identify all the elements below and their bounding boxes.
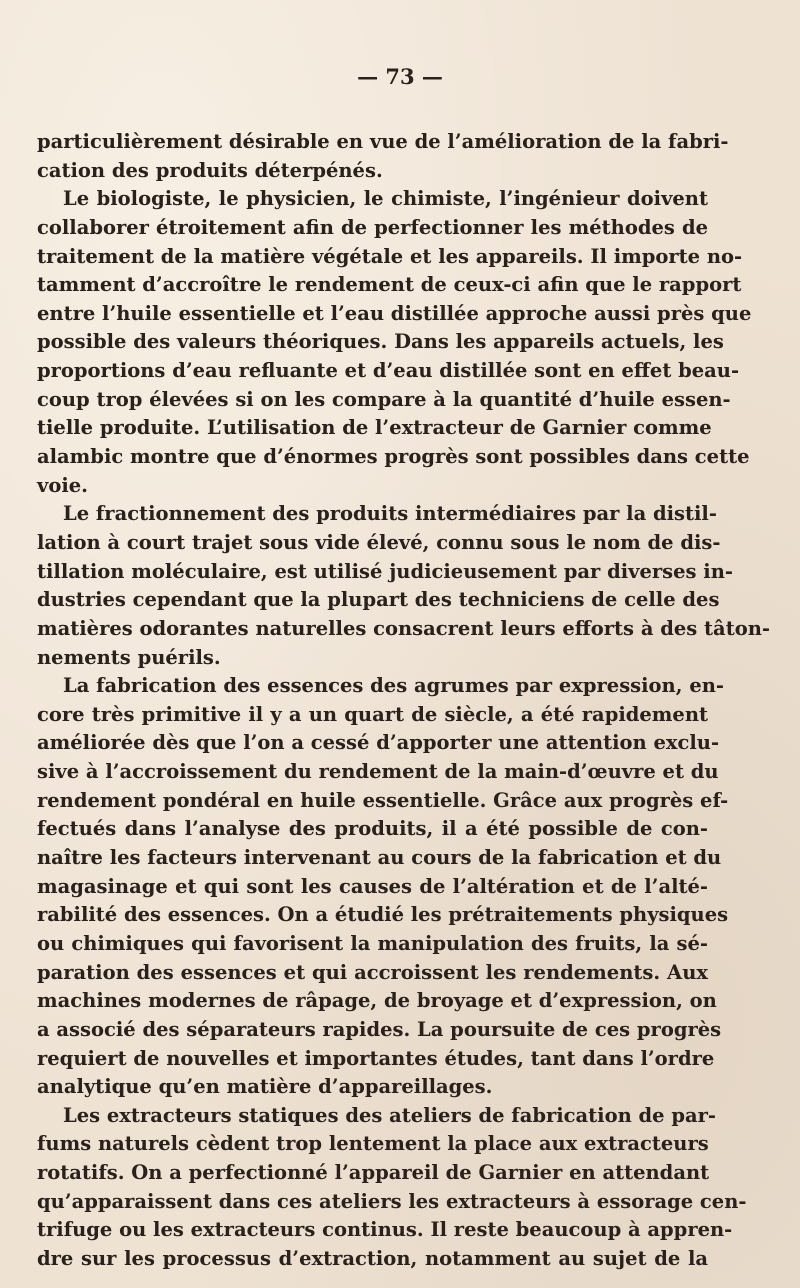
paragraph xyxy=(37,672,729,1102)
text-line: rendement pondéral en huile essentielle. Grâce aux progrès ef- xyxy=(37,788,729,812)
text-line: Le fractionnement des produits intermédiaires par la distil- xyxy=(63,502,717,526)
text-line: dre sur les processus d’extraction, notamment au sujet de la xyxy=(37,1246,708,1270)
text-line: sive à l’accroissement du rendement de la main-d’œuvre et du xyxy=(37,760,719,784)
text-line: traitement de la matière végétale et les appareils. Il importe no- xyxy=(37,244,743,268)
text-line: cation des produits déterpénés. xyxy=(37,158,383,182)
text-line: qu’apparaissent dans ces ateliers les extracteurs à essorage cen- xyxy=(37,1189,747,1213)
text-line: entre l’huile essentielle et l’eau distillée approche aussi près que xyxy=(37,301,752,325)
text-line: fectués dans l’analyse des produits, il a été possible de con- xyxy=(37,817,708,841)
text-line: dustries cependant que la plupart des techniciens de celle des xyxy=(37,588,720,612)
text-line: tamment d’accroître le rendement de ceux-ci afin que le rapport xyxy=(37,273,742,297)
text-line: rotatifs. On a perfectionné l’appareil de Garnier en attendant xyxy=(37,1161,710,1185)
page-number: — 73 — xyxy=(357,64,443,89)
text-line: possible des valeurs théoriques. Dans les appareils actuels, les xyxy=(37,330,724,354)
text-line: rabilité des essences. On a étudié les prétraitements physiques xyxy=(37,903,729,927)
text-line: La fabrication des essences des agrumes par expression, en- xyxy=(63,674,724,698)
text-line: voie. xyxy=(37,473,88,497)
text-line: proportions d’eau refluante et d’eau distillée sont en effet beau- xyxy=(37,359,740,383)
text-line: a associé des séparateurs rapides. La poursuite de ces progrès xyxy=(37,1017,722,1041)
text-line: requiert de nouvelles et importantes études, tant dans l’ordre xyxy=(37,1046,715,1070)
text-line: machines modernes de râpage, de broyage et d’expression, on xyxy=(37,989,717,1013)
text-line: lation à court trajet sous vide élevé, connu sous le nom de dis- xyxy=(37,530,721,554)
text-line: coup trop élevées si on les compare à la quantité d’huile essen- xyxy=(37,387,731,411)
text-line: alambic montre que d’énormes progrès sont possibles dans cette xyxy=(37,445,750,469)
paragraph xyxy=(37,128,729,185)
text-line: naître les facteurs intervenant au cours de la fabrication et du xyxy=(37,846,722,870)
text-line: tillation moléculaire, est utilisé judicieusement par diverses in- xyxy=(37,559,733,583)
body-text xyxy=(37,128,770,1274)
text-line: fums naturels cèdent trop lentement la place aux extracteurs xyxy=(37,1132,709,1156)
text-line: magasinage et qui sont les causes de l’altération et de l’alté- xyxy=(37,874,708,898)
text-line: collaborer étroitement afin de perfectionner les méthodes de xyxy=(37,215,708,239)
text-line: particulièrement désirable en vue de l’amélioration de la fabri- xyxy=(37,130,729,153)
text-line: core très primitive il y a un quart de siècle, a été rapidement xyxy=(37,702,708,726)
text-line: tielle produite. L’utilisation de l’extracteur de Garnier comme xyxy=(37,416,712,440)
text-line: Le biologiste, le physicien, le chimiste, l’ingénieur doivent xyxy=(63,187,708,211)
paragraph xyxy=(37,1102,747,1274)
paragraph xyxy=(37,185,752,500)
text-line: trifuge ou les extracteurs continus. Il reste beaucoup à appren- xyxy=(37,1218,733,1242)
text-line: nements puérils. xyxy=(37,645,221,669)
text-line: Les extracteurs statiques des ateliers de fabrication de par- xyxy=(63,1103,717,1127)
text-line: améliorée dès que l’on a cessé d’apporter une attention exclu- xyxy=(37,731,720,755)
text-line: analytique qu’en matière d’appareillages. xyxy=(37,1075,493,1099)
text-line: matières odorantes naturelles consacrent leurs efforts à des tâton- xyxy=(37,616,770,640)
paragraph xyxy=(37,500,770,672)
text-line: paration des essences et qui accroissent les rendements. Aux xyxy=(37,960,708,984)
text-line: ou chimiques qui favorisent la manipulation des fruits, la sé- xyxy=(37,931,708,955)
